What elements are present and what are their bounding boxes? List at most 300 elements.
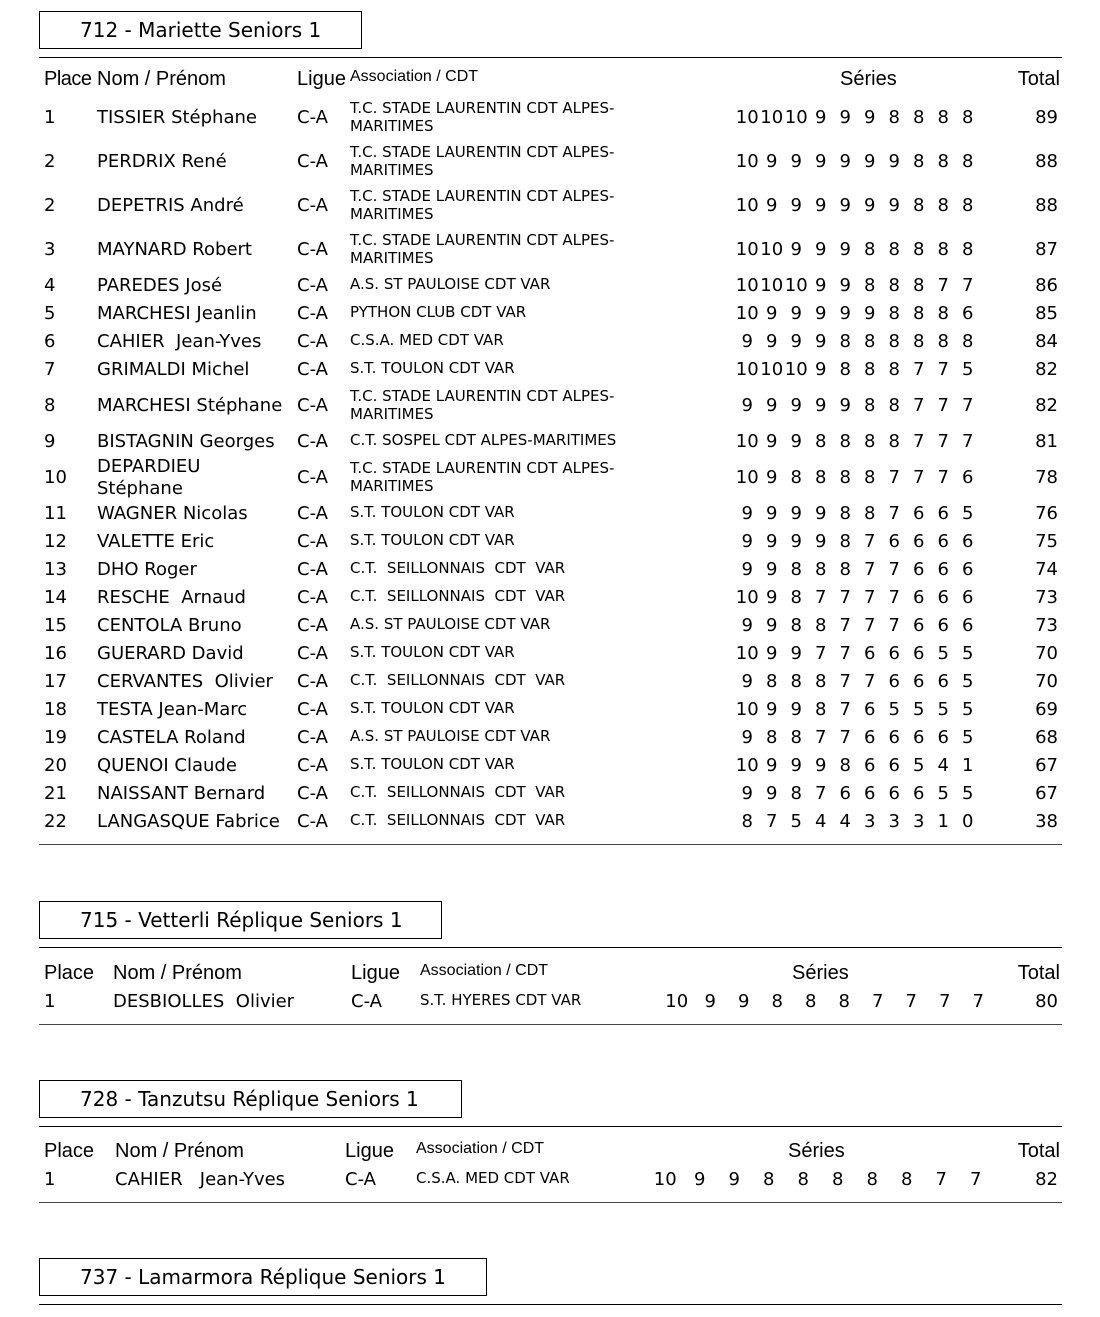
ligue-cell: C-A <box>297 783 328 804</box>
name-cell: CERVANTES Olivier <box>97 671 273 692</box>
series-scores <box>735 559 980 580</box>
header-association: Association / CDT <box>420 962 549 979</box>
series-score: 8 <box>888 331 900 352</box>
series-score: 6 <box>913 671 925 692</box>
series-score: 1 <box>962 755 974 776</box>
series-score: 1 <box>937 811 949 832</box>
series-score: 9 <box>790 699 802 720</box>
place-cell: 8 <box>44 395 56 416</box>
association-cell: S.T. HYERES CDT VAR <box>420 991 582 1009</box>
series-score: 8 <box>864 395 876 416</box>
series-score: 9 <box>839 395 851 416</box>
series-score: 9 <box>815 195 827 216</box>
total-cell: 67 <box>1035 755 1058 776</box>
ligue-cell: C-A <box>297 755 328 776</box>
association-cell: A.S. ST PAULOISE CDT VAR <box>350 727 551 745</box>
place-cell: 17 <box>44 671 67 692</box>
series-score: 7 <box>815 783 827 804</box>
place-cell: 1 <box>44 991 56 1012</box>
series-score: 6 <box>864 699 876 720</box>
series-score: 9 <box>741 615 753 636</box>
series-score: 9 <box>741 531 753 552</box>
table-row <box>0 780 1100 808</box>
ligue-cell: C-A <box>297 195 328 216</box>
series-scores <box>735 531 980 552</box>
header-place: Place <box>44 962 95 984</box>
total-cell: 84 <box>1035 331 1058 352</box>
series-score: 5 <box>790 811 802 832</box>
series-score: 9 <box>766 531 778 552</box>
name-cell: QUENOI Claude <box>97 755 237 776</box>
series-score: 9 <box>766 303 778 324</box>
ligue-cell: C-A <box>297 699 328 720</box>
name-cell: GRIMALDI Michel <box>97 359 250 380</box>
series-score: 9 <box>790 643 802 664</box>
name-cell: CAHIER Jean-Yves <box>115 1169 286 1190</box>
association-cell: S.T. TOULON CDT VAR <box>350 503 515 521</box>
ligue-cell: C-A <box>345 1169 376 1190</box>
series-score: 9 <box>815 359 827 380</box>
total-cell: 70 <box>1035 671 1058 692</box>
series-score: 8 <box>888 431 900 452</box>
series-score: 9 <box>815 151 827 172</box>
series-scores <box>735 503 980 524</box>
place-cell: 2 <box>44 151 56 172</box>
series-score: 7 <box>864 671 876 692</box>
ligue-cell: C-A <box>297 811 328 832</box>
series-score: 8 <box>815 671 827 692</box>
total-cell: 82 <box>1035 1169 1058 1190</box>
series-score: 8 <box>937 107 949 128</box>
table-row <box>0 584 1100 612</box>
header-total: Total <box>1017 1140 1060 1162</box>
table-row <box>0 500 1100 528</box>
series-score: 9 <box>741 559 753 580</box>
ligue-cell: C-A <box>351 991 382 1012</box>
series-score: 6 <box>913 783 925 804</box>
series-score: 7 <box>839 699 851 720</box>
series-scores <box>735 239 980 260</box>
series-score: 8 <box>866 1169 878 1190</box>
series-scores <box>735 671 980 692</box>
series-score: 7 <box>839 727 851 748</box>
name-cell: PERDRIX René <box>97 151 227 172</box>
ligue-cell: C-A <box>297 671 328 692</box>
header-series: Séries <box>788 1140 845 1162</box>
series-score: 6 <box>864 755 876 776</box>
series-scores <box>648 1169 993 1190</box>
series-score: 8 <box>864 467 876 488</box>
series-score: 5 <box>913 699 925 720</box>
association-cell: T.C. STADE LAURENTIN CDT ALPES- MARITIMES <box>350 99 615 135</box>
series-score: 9 <box>864 303 876 324</box>
place-cell: 1 <box>44 1169 56 1190</box>
series-score: 7 <box>864 531 876 552</box>
total-cell: 82 <box>1035 395 1058 416</box>
total-cell: 73 <box>1035 587 1058 608</box>
total-cell: 88 <box>1035 151 1058 172</box>
association-cell: C.T. SEILLONNAIS CDT VAR <box>350 783 566 801</box>
series-scores <box>735 395 980 416</box>
series-score: 8 <box>838 991 850 1012</box>
series-score: 8 <box>962 239 974 260</box>
table-row <box>0 988 1100 1016</box>
series-score: 9 <box>790 531 802 552</box>
series-score: 7 <box>962 431 974 452</box>
name-cell: DEPETRIS André <box>97 195 244 216</box>
table-row <box>0 140 1100 184</box>
ligue-cell: C-A <box>297 359 328 380</box>
place-cell: 3 <box>44 239 56 260</box>
series-score: 6 <box>962 615 974 636</box>
table-row <box>0 96 1100 140</box>
series-score: 6 <box>937 531 949 552</box>
series-score: 9 <box>766 699 778 720</box>
series-score: 8 <box>864 431 876 452</box>
series-score: 6 <box>937 587 949 608</box>
place-cell: 1 <box>44 107 56 128</box>
header-ligue: Ligue <box>351 962 400 984</box>
series-score: 9 <box>766 195 778 216</box>
series-score: 5 <box>962 783 974 804</box>
series-score: 9 <box>815 107 827 128</box>
name-cell: BISTAGNIN Georges <box>97 431 275 452</box>
series-score: 9 <box>815 331 827 352</box>
total-cell: 75 <box>1035 531 1058 552</box>
series-score: 8 <box>766 671 778 692</box>
total-cell: 67 <box>1035 783 1058 804</box>
series-score: 5 <box>962 727 974 748</box>
series-score: 5 <box>937 699 949 720</box>
series-score: 9 <box>839 107 851 128</box>
series-score: 3 <box>864 811 876 832</box>
series-scores <box>735 151 980 172</box>
name-cell: TISSIER Stéphane <box>97 107 257 128</box>
series-score: 9 <box>815 303 827 324</box>
header-ligue: Ligue <box>297 68 346 90</box>
section-rule <box>39 947 1062 948</box>
series-score: 8 <box>888 107 900 128</box>
table-row <box>0 272 1100 300</box>
header-name: Nom / Prénom <box>115 1140 244 1162</box>
series-score: 9 <box>741 331 753 352</box>
series-score: 9 <box>790 303 802 324</box>
series-score: 6 <box>962 303 974 324</box>
series-score: 8 <box>839 755 851 776</box>
series-score: 8 <box>815 559 827 580</box>
place-cell: 18 <box>44 699 67 720</box>
series-score: 7 <box>970 1169 982 1190</box>
series-score: 8 <box>888 275 900 296</box>
series-score: 10 <box>735 107 759 128</box>
place-cell: 5 <box>44 303 56 324</box>
series-score: 7 <box>937 275 949 296</box>
header-name: Nom / Prénom <box>113 962 242 984</box>
series-score: 8 <box>790 467 802 488</box>
section-bottom-rule <box>39 1024 1062 1025</box>
series-score: 6 <box>962 467 974 488</box>
section-rule <box>39 57 1062 58</box>
ligue-cell: C-A <box>297 151 328 172</box>
series-score: 7 <box>888 503 900 524</box>
series-score: 7 <box>766 811 778 832</box>
series-score: 7 <box>839 587 851 608</box>
name-cell: DEPARDIEU Stéphane <box>97 456 201 499</box>
table-row <box>0 752 1100 780</box>
series-score: 8 <box>766 727 778 748</box>
series-score: 8 <box>741 811 753 832</box>
name-cell: CASTELA Roland <box>97 727 246 748</box>
ligue-cell: C-A <box>297 467 328 488</box>
series-score: 10 <box>760 239 784 260</box>
series-score: 10 <box>735 151 759 172</box>
series-score: 6 <box>913 727 925 748</box>
series-score: 8 <box>913 195 925 216</box>
series-score: 6 <box>937 559 949 580</box>
total-cell: 87 <box>1035 239 1058 260</box>
series-score: 9 <box>790 239 802 260</box>
ligue-cell: C-A <box>297 431 328 452</box>
series-score: 9 <box>839 151 851 172</box>
name-cell: DESBIOLLES Olivier <box>113 991 295 1012</box>
association-cell: T.C. STADE LAURENTIN CDT ALPES- MARITIMES <box>350 143 615 179</box>
table-row <box>0 428 1100 456</box>
series-score: 10 <box>784 275 808 296</box>
series-score: 6 <box>937 503 949 524</box>
series-score: 8 <box>864 239 876 260</box>
ligue-cell: C-A <box>297 239 328 260</box>
name-cell: DHO Roger <box>97 559 197 580</box>
header-series: Séries <box>840 68 897 90</box>
series-scores <box>735 699 980 720</box>
series-scores <box>735 359 980 380</box>
series-score: 7 <box>888 467 900 488</box>
series-score: 9 <box>839 303 851 324</box>
series-score: 9 <box>790 151 802 172</box>
series-score: 9 <box>766 643 778 664</box>
series-score: 9 <box>790 195 802 216</box>
series-score: 9 <box>790 395 802 416</box>
series-score: 9 <box>888 195 900 216</box>
series-score: 6 <box>962 531 974 552</box>
series-score: 4 <box>839 811 851 832</box>
series-score: 10 <box>735 275 759 296</box>
series-score: 8 <box>839 331 851 352</box>
section-rule <box>39 1126 1062 1127</box>
series-score: 10 <box>665 991 689 1012</box>
table-row <box>0 528 1100 556</box>
name-cell: CAHIER Jean-Yves <box>97 331 262 352</box>
series-score: 6 <box>888 531 900 552</box>
series-score: 8 <box>790 671 802 692</box>
association-cell: A.S. ST PAULOISE CDT VAR <box>350 275 551 293</box>
series-score: 10 <box>760 359 784 380</box>
series-score: 7 <box>937 359 949 380</box>
table-row <box>0 696 1100 724</box>
series-score: 8 <box>962 107 974 128</box>
association-cell: C.T. SOSPEL CDT ALPES-MARITIMES <box>350 431 617 449</box>
series-score: 7 <box>815 727 827 748</box>
series-score: 8 <box>839 559 851 580</box>
series-score: 6 <box>864 643 876 664</box>
series-score: 9 <box>815 239 827 260</box>
total-cell: 88 <box>1035 195 1058 216</box>
ligue-cell: C-A <box>297 587 328 608</box>
series-score: 6 <box>888 643 900 664</box>
series-scores <box>735 275 980 296</box>
series-score: 10 <box>735 239 759 260</box>
series-scores <box>735 107 980 128</box>
place-cell: 16 <box>44 643 67 664</box>
series-score: 7 <box>888 587 900 608</box>
series-score: 9 <box>766 755 778 776</box>
series-score: 8 <box>790 615 802 636</box>
series-score: 9 <box>864 151 876 172</box>
section-title: 728 - Tanzutsu Réplique Seniors 1 <box>39 1080 462 1118</box>
series-score: 7 <box>864 587 876 608</box>
series-score: 7 <box>937 467 949 488</box>
ligue-cell: C-A <box>297 275 328 296</box>
series-score: 7 <box>972 991 984 1012</box>
series-score: 6 <box>913 587 925 608</box>
name-cell: MARCHESI Jeanlin <box>97 303 257 324</box>
series-score: 9 <box>741 783 753 804</box>
section-title: 737 - Lamarmora Réplique Seniors 1 <box>39 1258 487 1296</box>
series-score: 9 <box>766 395 778 416</box>
series-score: 8 <box>815 699 827 720</box>
series-score: 8 <box>771 991 783 1012</box>
total-cell: 73 <box>1035 615 1058 636</box>
place-cell: 22 <box>44 811 67 832</box>
series-score: 5 <box>937 783 949 804</box>
place-cell: 13 <box>44 559 67 580</box>
table-row <box>0 612 1100 640</box>
series-score: 9 <box>741 727 753 748</box>
series-score: 8 <box>888 359 900 380</box>
series-score: 7 <box>905 991 917 1012</box>
series-score: 6 <box>962 587 974 608</box>
association-cell: T.C. STADE LAURENTIN CDT ALPES- MARITIMES <box>350 387 615 423</box>
series-score: 8 <box>790 783 802 804</box>
series-score: 6 <box>913 559 925 580</box>
series-score: 8 <box>913 331 925 352</box>
series-score: 5 <box>962 699 974 720</box>
table-row <box>0 384 1100 428</box>
series-score: 9 <box>694 1169 706 1190</box>
series-score: 5 <box>913 755 925 776</box>
ligue-cell: C-A <box>297 559 328 580</box>
series-score: 10 <box>784 359 808 380</box>
series-score: 8 <box>839 503 851 524</box>
header-association: Association / CDT <box>350 68 479 85</box>
association-cell: S.T. TOULON CDT VAR <box>350 755 515 773</box>
series-score: 8 <box>962 195 974 216</box>
name-cell: CENTOLA Bruno <box>97 615 242 636</box>
series-score: 8 <box>832 1169 844 1190</box>
series-score: 8 <box>937 331 949 352</box>
series-score: 3 <box>888 811 900 832</box>
name-cell: GUERARD David <box>97 643 244 664</box>
series-score: 7 <box>888 559 900 580</box>
series-score: 9 <box>741 671 753 692</box>
series-score: 7 <box>937 431 949 452</box>
series-score: 6 <box>937 615 949 636</box>
series-score: 5 <box>962 359 974 380</box>
series-score: 9 <box>864 107 876 128</box>
series-score: 9 <box>815 755 827 776</box>
series-score: 0 <box>962 811 974 832</box>
series-score: 7 <box>864 559 876 580</box>
series-score: 8 <box>790 587 802 608</box>
series-score: 10 <box>760 275 784 296</box>
series-score: 9 <box>864 195 876 216</box>
table-row <box>0 356 1100 384</box>
header-total: Total <box>1017 68 1060 90</box>
series-score: 6 <box>888 783 900 804</box>
series-score: 8 <box>888 395 900 416</box>
total-cell: 69 <box>1035 699 1058 720</box>
series-score: 6 <box>962 559 974 580</box>
series-score: 6 <box>864 727 876 748</box>
series-score: 5 <box>937 643 949 664</box>
series-score: 5 <box>962 503 974 524</box>
ligue-cell: C-A <box>297 503 328 524</box>
series-score: 9 <box>766 331 778 352</box>
place-cell: 2 <box>44 195 56 216</box>
series-score: 7 <box>937 395 949 416</box>
series-score: 7 <box>815 587 827 608</box>
series-score: 6 <box>888 755 900 776</box>
series-score: 9 <box>738 991 750 1012</box>
ligue-cell: C-A <box>297 331 328 352</box>
section-bottom-rule <box>39 1202 1062 1203</box>
header-ligue: Ligue <box>345 1140 394 1162</box>
association-cell: S.T. TOULON CDT VAR <box>350 699 515 717</box>
ligue-cell: C-A <box>297 303 328 324</box>
series-score: 6 <box>913 615 925 636</box>
association-cell: PYTHON CLUB CDT VAR <box>350 303 527 321</box>
association-cell: S.T. TOULON CDT VAR <box>350 531 515 549</box>
table-row <box>0 184 1100 228</box>
series-score: 7 <box>839 643 851 664</box>
association-cell: T.C. STADE LAURENTIN CDT ALPES- MARITIMES <box>350 187 615 223</box>
series-score: 10 <box>653 1169 677 1190</box>
series-score: 9 <box>815 531 827 552</box>
series-score: 8 <box>864 331 876 352</box>
series-score: 10 <box>735 431 759 452</box>
series-score: 5 <box>962 643 974 664</box>
association-cell: C.T. SEILLONNAIS CDT VAR <box>350 587 566 605</box>
series-scores <box>735 195 980 216</box>
series-score: 9 <box>790 503 802 524</box>
series-scores <box>735 811 980 832</box>
association-cell: C.T. SEILLONNAIS CDT VAR <box>350 559 566 577</box>
place-cell: 9 <box>44 431 56 452</box>
series-score: 8 <box>815 467 827 488</box>
table-row <box>0 640 1100 668</box>
place-cell: 19 <box>44 727 67 748</box>
section-bottom-rule <box>39 844 1062 845</box>
series-score: 10 <box>735 467 759 488</box>
series-score: 8 <box>888 303 900 324</box>
series-score: 10 <box>735 699 759 720</box>
association-cell: A.S. ST PAULOISE CDT VAR <box>350 615 551 633</box>
place-cell: 7 <box>44 359 56 380</box>
series-score: 8 <box>805 991 817 1012</box>
series-score: 4 <box>937 755 949 776</box>
series-score: 6 <box>913 531 925 552</box>
table-row <box>0 724 1100 752</box>
